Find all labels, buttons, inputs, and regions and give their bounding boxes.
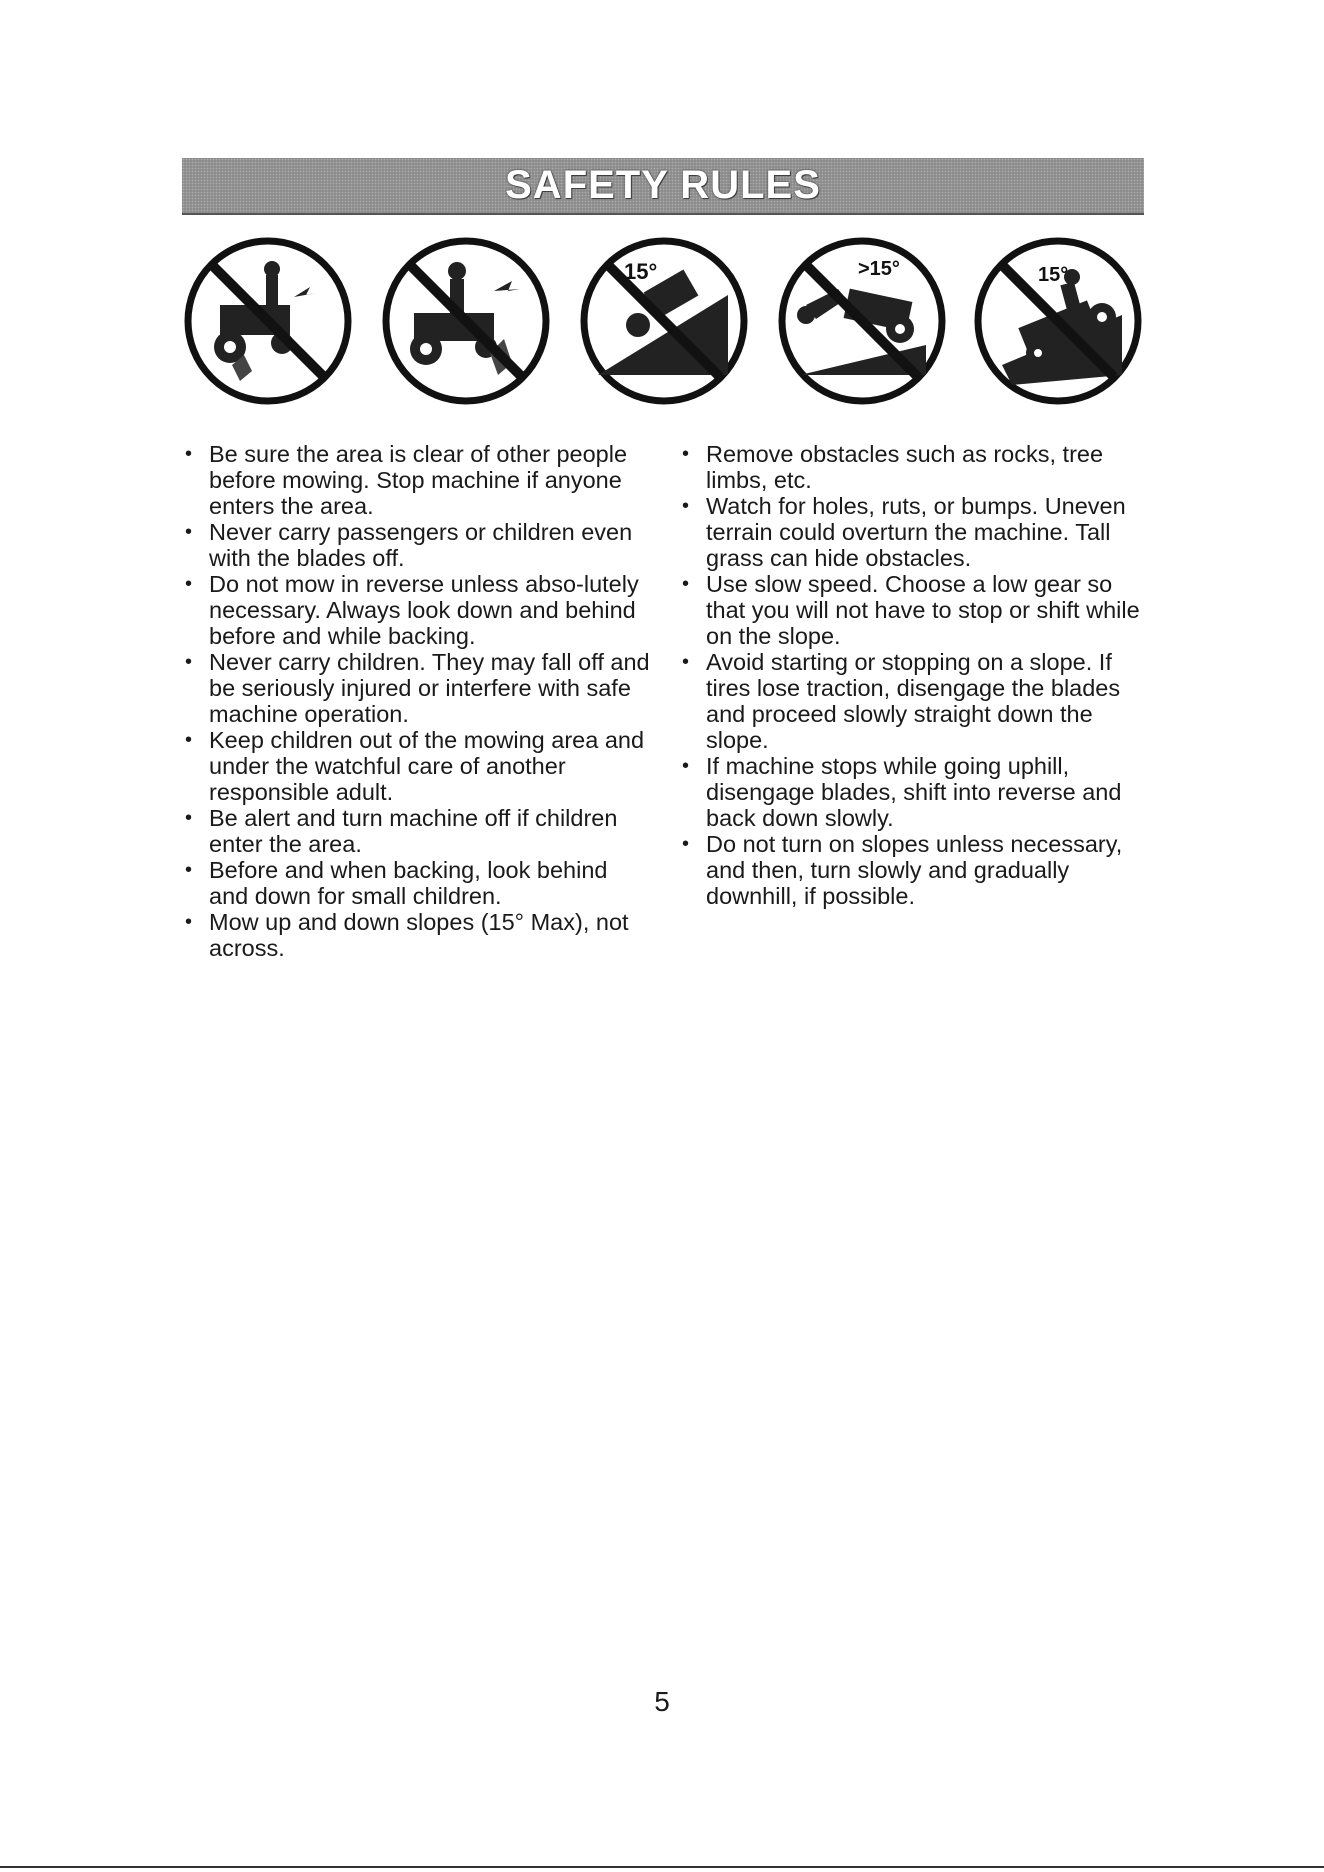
list-item: • Mow up and down slopes (15° Max), not across. (183, 909, 653, 961)
left-rules-list (183, 441, 653, 961)
no-bystanders-icon (182, 235, 354, 407)
right-rules-list (680, 441, 1150, 909)
safety-rules-banner (182, 158, 1144, 215)
slope-angle-label: 15° (624, 259, 658, 284)
slope-angle-label: 15° (1038, 264, 1069, 286)
list-item: • Never carry passengers or children even with the blades off. (183, 519, 653, 571)
list-item: • Do not turn on slopes unless necessary, and then, turn slowly and gradually downhill, if possible. (680, 831, 1150, 909)
list-item: • Keep children out of the mowing area and under the watchful care of another responsible adult. (183, 727, 653, 805)
list-item: • If machine stops while going uphill, disengage blades, shift into reverse and back down slowly. (680, 753, 1150, 831)
no-slope-across-icon (972, 235, 1144, 407)
list-item: • Be alert and turn machine off if children enter the area. (183, 805, 653, 857)
list-item: • Watch for holes, ruts, or bumps. Uneven terrain could overturn the machine. Tall grass can hide obstacles. (680, 493, 1150, 571)
no-passengers-icon (380, 235, 552, 407)
slope-angle-label: >15° (858, 258, 900, 280)
list-item: • Remove obstacles such as rocks, tree limbs, etc. (680, 441, 1150, 493)
list-item: • Be sure the area is clear of other people before mowing. Stop machine if anyone enters the area. (183, 441, 653, 519)
page-title: SAFETY RULES (505, 163, 821, 207)
list-item: • Do not mow in reverse unless abso-lutely necessary. Always look down and behind before and while backing. (183, 571, 653, 649)
list-item: • Never carry children. They may fall off and be seriously injured or interfere with safe machine operation. (183, 649, 653, 727)
safety-icons-row (182, 235, 1144, 415)
page-number: 5 (654, 1686, 670, 1717)
no-steep-slope-overturn-icon (578, 235, 750, 407)
no-slope-backward-icon (776, 235, 948, 407)
list-item: • Avoid starting or stopping on a slope. If tires lose traction, disengage the blades and proceed slowly straight down the slope. (680, 649, 1150, 753)
list-item: • Use slow speed. Choose a low gear so that you will not have to stop or shift while on the slope. (680, 571, 1150, 649)
bottom-divider (0, 1866, 1324, 1868)
list-item: • Before and when backing, look behind and down for small children. (183, 857, 653, 909)
